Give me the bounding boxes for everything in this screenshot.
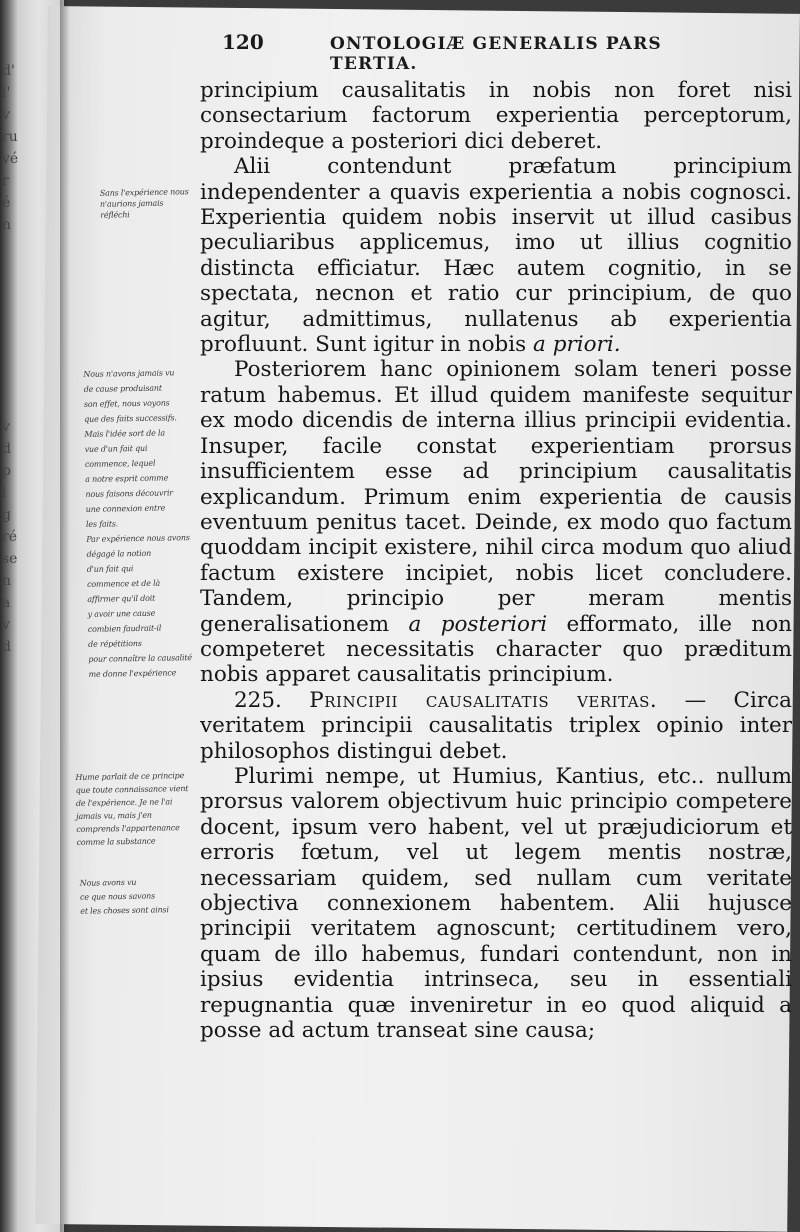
margin-mark: d xyxy=(2,639,11,655)
margin-mark: é xyxy=(2,195,11,211)
note-line: jamais vu, mais j'en xyxy=(76,810,152,821)
italic-phrase: a priori. xyxy=(533,332,621,358)
note-line: a notre esprit comme xyxy=(85,473,169,484)
page-header xyxy=(222,30,722,74)
paragraph-posteriorem xyxy=(200,357,792,687)
note-line: me donne l'expérience xyxy=(88,668,177,679)
note-line: ce que nous savons xyxy=(79,891,156,902)
handwritten-note-3 xyxy=(75,769,189,849)
note-line: Sans l'expérience nous xyxy=(99,187,189,198)
note-line: affirmer qu'il doit xyxy=(87,593,156,604)
note-line: une connexion entre xyxy=(85,503,166,514)
body-text xyxy=(200,78,792,1043)
note-line: nous faisons découvrir xyxy=(85,488,173,499)
margin-mark: se xyxy=(2,551,18,567)
note-line: vue d'un fait qui xyxy=(84,443,148,454)
handwritten-note-1 xyxy=(100,186,189,221)
note-line: et les choses sont ainsi xyxy=(80,905,169,916)
italic-phrase: a posteriori xyxy=(408,611,548,637)
paragraph-text: Posteriorem hanc opinionem solam teneri posse ratum habemus. Et illud quidem manifeste sequitur ex modo dicendis de interna illius principii evidentia. Insuper, facile constat experientiam prorsus insufficientem esse ad principium causalitatis explicandum. Primum enim experientia de causis eventuum penitus tacet. Deinde, ex modo quo factum quoddam incipit existere, nihil circa modum quo aliud factum existere incipiet, nobis licet concludere. Tandem, principio per meram mentis generalisationem xyxy=(200,357,792,637)
note-line: que des faits successifs. xyxy=(84,413,177,424)
note-line: Mais l'idée sort de la xyxy=(84,428,165,439)
section-225 xyxy=(200,688,792,764)
handwritten-note-4 xyxy=(80,875,169,919)
margin-mark: a xyxy=(2,595,11,611)
note-line: Nous n'avons jamais vu xyxy=(83,368,175,379)
note-line: Par expérience nous avons xyxy=(86,533,190,544)
page-number: 120 xyxy=(222,30,264,54)
margin-mark: l' xyxy=(2,85,11,101)
section-heading: Principii causalitatis veritas. xyxy=(309,687,658,713)
note-line: commence, lequel xyxy=(84,458,156,469)
margin-mark: r xyxy=(2,173,9,189)
note-line: d'un fait qui xyxy=(86,564,134,574)
note-line: commence et de là xyxy=(86,578,161,589)
note-line: comprends l'appartenance xyxy=(76,823,180,834)
paragraph-text: — Circa veritatem principii causalitatis triplex opinio inter philosophos distingui debet. xyxy=(200,687,792,764)
margin-gap xyxy=(2,236,34,416)
margin-mark: d xyxy=(2,441,11,457)
handwritten-note-2 xyxy=(83,365,192,682)
paragraph-alii xyxy=(200,154,792,357)
note-line: dégagé la notion xyxy=(86,548,152,559)
note-line: Hume parlait de ce principe xyxy=(75,771,185,782)
paragraph-continuation: principium causalitatis in nobis non foret nisi consectarium factorum experientia perceptorum, proindeque a posteriori dici deberet. xyxy=(200,78,792,154)
margin-mark: ru xyxy=(2,129,18,145)
note-line: combien faudrait-il xyxy=(87,623,162,634)
note-line: de cause produisant xyxy=(83,383,162,394)
margin-mark: g xyxy=(2,507,11,523)
margin-mark: v xyxy=(2,107,10,123)
left-margin-marks xyxy=(2,60,34,658)
note-line: y avoir une cause xyxy=(87,608,156,619)
paragraph-text: efformato, ille non competeret necessitatis character quo præditum nobis apparet causalitatis principium. xyxy=(200,611,793,688)
paragraph-text: Alii contendunt præfatum principium independenter a quavis experientia a nobis cognosci. Experientia quidem nobis inservit ut illud casibus peculiaribus applicemus, imo ut illius cognitio distincta efficiatur. Hæc autem cognitio, in se spectata, necnon et ratio cur principium, de quo agitur, admittimus, nullatenus ab experientia profluunt. Sunt igitur in nobis xyxy=(200,154,792,358)
margin-mark: v xyxy=(2,419,10,435)
note-line: n'aurions jamais xyxy=(99,198,164,209)
running-head: ONTOLOGIÆ GENERALIS PARS TERTIA. xyxy=(330,34,662,74)
note-line: de répétitions xyxy=(88,638,142,649)
note-line: Nous avons vu xyxy=(79,877,137,888)
note-line: que toute connaissance vient xyxy=(75,784,189,795)
note-line: pour connaître la causalité xyxy=(88,653,192,664)
margin-mark: n xyxy=(2,217,12,233)
margin-mark: p xyxy=(2,463,11,479)
margin-mark: ré xyxy=(2,529,17,545)
note-line: les faits. xyxy=(85,519,119,529)
note-line: son effet, nous voyons xyxy=(83,398,170,409)
note-line: de l'expérience. Je ne l'ai xyxy=(75,797,173,808)
margin-mark: n xyxy=(2,573,12,589)
margin-mark: vé xyxy=(2,151,19,167)
note-line: réfléchi xyxy=(100,210,130,220)
binding-shadow xyxy=(60,0,70,1232)
paragraph-plurimi: Plurimi nempe, ut Humius, Kantius, etc.. nullum prorsus valorem objectivum huic principio competere docent, ipsum vero habent, vel ut præjudiciorum et erroris fœtum, vel ut legem mentis nostræ, necessariam quidem, sed nullam cum veritate objectiva connexionem habentem. Alii hujusce principii veritatem agnoscunt; certitudinem vero, quam de illo habemus, fundari contendunt, non in ipsius evidentia intrinseca, seu in essentiali repugnantia quæ inveniretur in eo quod aliquid a posse ad actum transeat sine causa; xyxy=(200,763,792,1044)
note-line: comme la substance xyxy=(76,836,156,847)
margin-mark: v xyxy=(2,617,10,633)
section-number: 225. xyxy=(234,687,282,713)
margin-mark: d' xyxy=(2,63,15,79)
margin-mark: l xyxy=(2,485,7,501)
